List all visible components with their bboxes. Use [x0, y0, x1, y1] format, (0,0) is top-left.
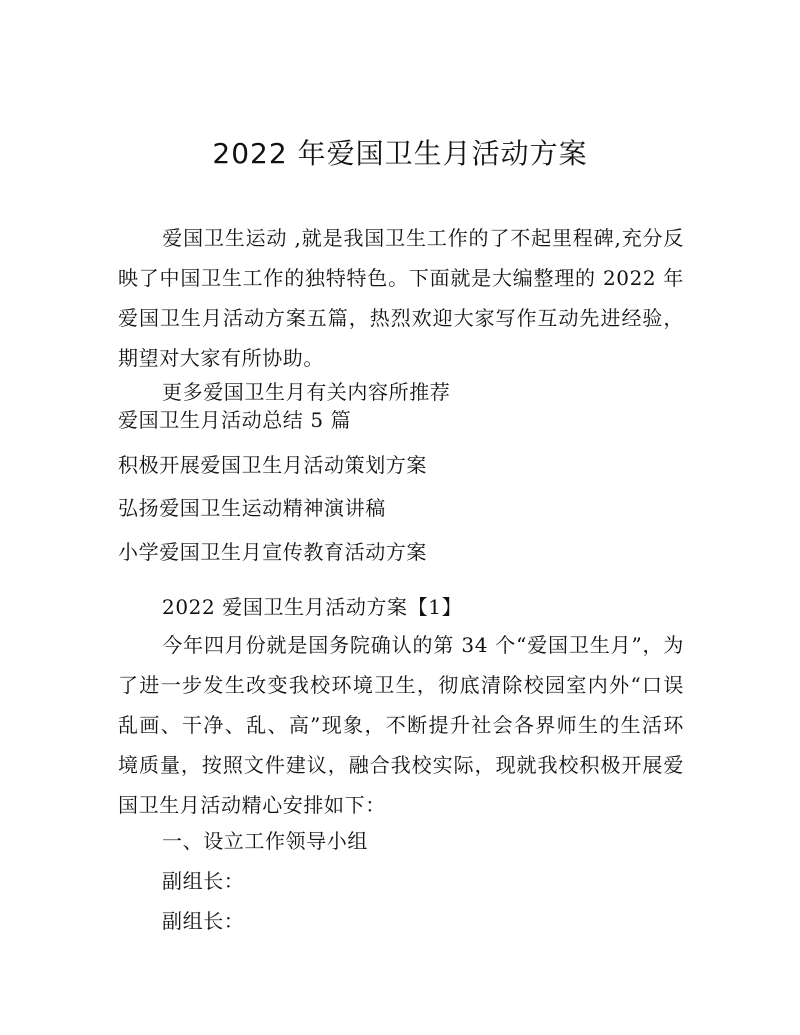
heading-leadership-group: 一、设立工作领导小组: [162, 829, 368, 853]
document-title: 2022 年爱国卫生月活动方案: [212, 137, 588, 170]
vice-leader-line-2: 副组长：: [162, 909, 245, 933]
related-link-1[interactable]: 爱国卫生月活动总结 5 篇: [118, 408, 352, 432]
intro-text: 爱国卫生运动 ,就是我国卫生工作的了不起里程碑,充分反映了中国卫生工作的独特特色。下面就是大编整理的 2022 年爱国卫生月活动方案五篇，热烈欢迎大家写作互动先进经验，期望对大家有所协助。: [118, 226, 684, 370]
related-heading: 更多爱国卫生月有关内容所推荐: [162, 380, 451, 404]
related-link-3[interactable]: 弘扬爱国卫生运动精神演讲稿: [118, 496, 386, 520]
related-link-4[interactable]: 小学爱国卫生月宣传教育活动方案: [118, 540, 427, 564]
section-text: 今年四月份就是国务院确认的第 34 个“爱国卫生月”，为了进一步发生改变我校环境卫生，彻底清除校园室内外“口误乱画、干净、乱、高”现象，不断提升社会各界师生的生活环境质量，按照文件建议，融合我校实际，现就我校积极开展爱国卫生月活动精心安排如下：: [118, 633, 684, 817]
section-title: 2022 爱国卫生月活动方案【1】: [162, 595, 463, 619]
vice-leader-line-1: 副组长：: [162, 869, 245, 893]
related-link-2[interactable]: 积极开展爱国卫生月活动策划方案: [118, 453, 427, 477]
section-paragraph: [118, 625, 684, 825]
intro-paragraph: [118, 218, 684, 378]
